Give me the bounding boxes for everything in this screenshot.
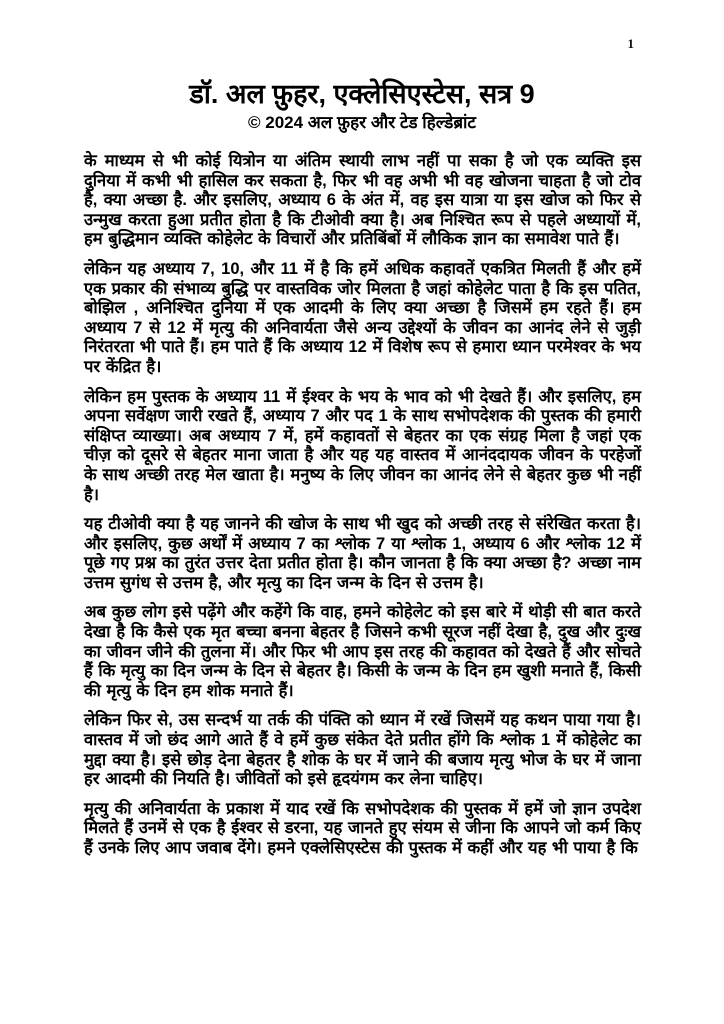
paragraph-7: मृत्यु की अनिवार्यता के प्रकाश में याद रखें कि सभोपदेशक की पुस्तक में हमें जो ज्ञान उपदेश मिलते हैं उनमें से एक है ईश्वर से डरना, यह जानते हुए संयम से जीना कि आपने जो कर्म किए हैं उनके लिए आप जवाब देंगे। हमने एक्लेसिएस्टेस की पुस्तक में कहीं और यह भी पाया है कि	[84, 799, 641, 857]
paragraph-4: यह टीओवी क्या है यह जानने की खोज के साथ भी खुद को अच्छी तरह से संरेखित करता है। और इसलिए, कुछ अर्थों में अध्याय 7 का श्लोक 7 या श्लोक 1, अध्याय 6 और श्लोक 12 में पूछे गए प्रश्न का तुरंत उत्तर देता प्रतीत होता है। कौन जानता है कि क्या अच्छा है? अच्छा नाम उत्तम सुगंध से उत्तम है, और मृत्यु का दिन जन्म के दिन से उत्तम है।	[84, 515, 641, 592]
paragraph-3: लेकिन हम पुस्तक के अध्याय 11 में ईश्वर के भय के भाव को भी देखते हैं। और इसलिए, हम अपना सर्वेक्षण जारी रखते हैं, अध्याय 7 और पद 1 के साथ सभोपदेशक की पुस्तक की हमारी संक्षिप्त व्याख्या। अब अध्याय 7 में, हमें कहावतों से बेहतर का एक संग्रह मिला है जहां एक चीज़ को दूसरे से बेहतर माना जाता है और यह यह वास्तव में आनंददायक जीवन के परहेजों के साथ अच्छी तरह मेल खाता है। मनुष्य के लिए जीवन का आनंद लेने से बेहतर कुछ भी नहीं है।	[84, 387, 641, 504]
paragraph-1: के माध्यम से भी कोई यित्रोन या अंतिम स्थायी लाभ नहीं पा सका है जो एक व्यक्ति इस दुनिया में कभी भी हासिल कर सकता है, फिर भी वह अभी भी वह खोजना चाहता है जो टोव है, क्या अच्छा है. और इसलिए, अध्याय 6 के अंत में, वह इस यात्रा या इस खोज को फिर से उन्मुख करता हुआ प्रतीत होता है कि टीओवी क्या है। अब निश्चित रूप से पहले अध्यायों में, हम बुद्धिमान व्यक्ति कोहेलेट के विचारों और प्रतिबिंबों में लौकिक ज्ञान का समावेश पाते हैं।	[84, 152, 641, 249]
copyright-line: © 2024 अल फ़ुहर और टेड हिल्डेब्रांट	[248, 113, 476, 132]
document-title: डॉ. अल फ़ुहर, एक्लेसिएस्टेस, सत्र 9	[189, 79, 535, 109]
paragraph-2: लेकिन यह अध्याय 7, 10, और 11 में है कि हमें अधिक कहावतें एकत्रित मिलती हैं और हमें एक प्रकार की संभाव्य बुद्धि पर वास्तविक जोर मिलता है जहां कोहेलेट पाता है कि इस पतित, बोझिल , अनिश्चित दुनिया में एक आदमी के लिए क्या अच्छा है जिसमें हम रहते हैं। हम अध्याय 7 से 12 में मृत्यु की अनिवार्यता जैसे अन्य उद्देश्यों के जीवन का आनंद लेने से जुड़ी निरंतरता भी पाते हैं। हम पाते हैं कि अध्याय 12 में विशेष रूप से हमारा ध्यान परमेश्वर के भय पर केंद्रित है।	[84, 259, 641, 376]
paragraph-6: लेकिन फिर से, उस सन्दर्भ या तर्क की पंक्ति को ध्यान में रखें जिसमें यह कथन पाया गया है। वास्तव में जो छंद आगे आते हैं वे हमें कुछ संकेत देते प्रतीत होंगे कि श्लोक 1 में कोहेलेट का मुद्दा क्या है। इसे छोड़ देना बेहतर है शोक के घर में जाने की बजाय मृत्यु भोज के घर में जाना हर आदमी की नियति है। जीवितों को इसे हृदयंगम कर लेना चाहिए।	[84, 711, 641, 789]
document-body	[84, 152, 641, 859]
document-header	[0, 78, 724, 134]
paragraph-5: अब कुछ लोग इसे पढ़ेंगे और कहेंगे कि वाह, हमने कोहेलेट को इस बारे में थोड़ी सी बात करते देखा है कि कैसे एक मृत बच्चा बनना बेहतर है जिसने कभी सूरज नहीं देखा है, दुख और दुःख का जीवन जीने की तुलना में। और फिर भी आप इस तरह की कहावत को देखते हैं और सोचते हैं कि मृत्यु का दिन जन्म के दिन से बेहतर है। किसी के जन्म के दिन हम खुशी मनाते हैं, किसी की मृत्यु के दिन हम शोक मनाते हैं।	[84, 603, 641, 700]
page-number: 1	[627, 36, 634, 51]
